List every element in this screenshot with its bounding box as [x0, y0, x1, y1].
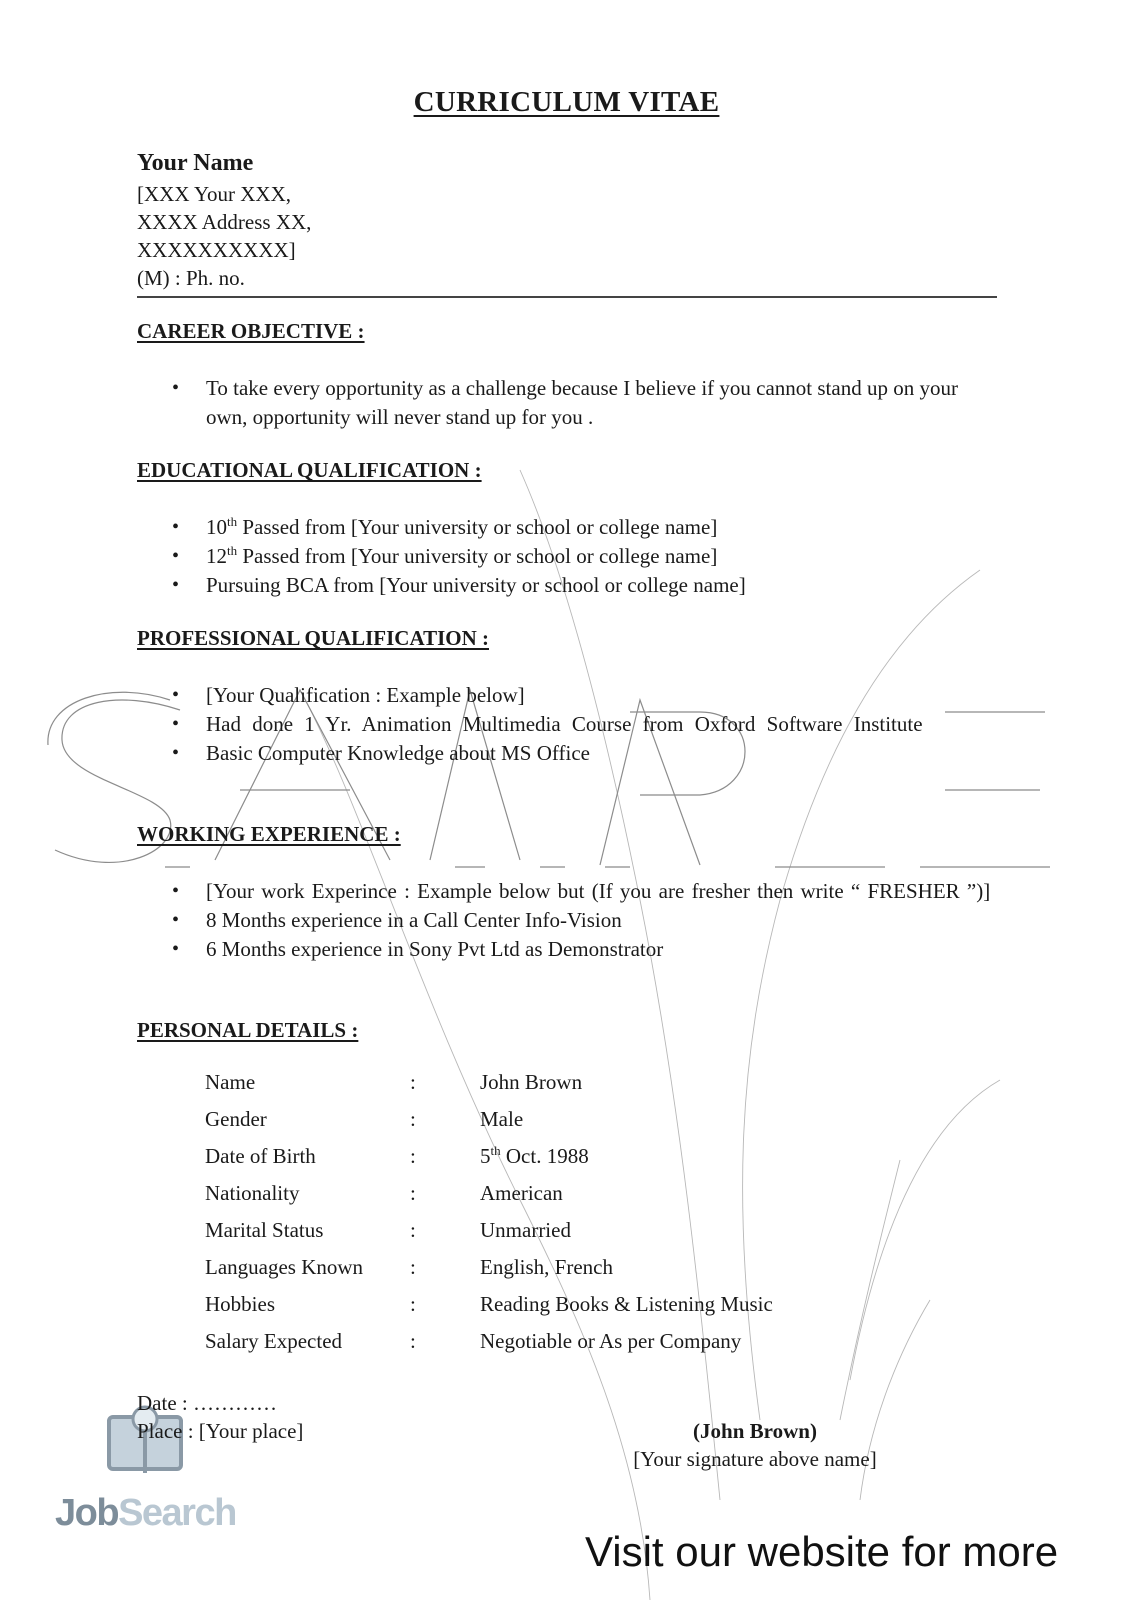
list-item: • Had done 1 Yr. Animation Multimedia Course from Oxford Software Institute: [172, 710, 1002, 739]
row-value: American: [480, 1181, 563, 1205]
list-item: • [Your Qualification : Example below]: [172, 681, 1002, 710]
row-label: Marital Status: [205, 1218, 324, 1242]
row-label: Hobbies: [205, 1292, 275, 1316]
place-line: Place : [Your place]: [137, 1419, 304, 1443]
working-experience-list: [172, 877, 1002, 964]
row-separator: :: [410, 1070, 416, 1094]
list-item: • 6 Months experience in Sony Pvt Ltd as Demonstrator: [172, 935, 1002, 964]
personal-row-marital-status: [205, 1218, 773, 1255]
list-item: • [Your work Experince : Example below but (If you are fresher then write “ FRESHER ”)]: [172, 877, 1002, 906]
signature-note: [Your signature above name]: [633, 1447, 877, 1471]
visit-website-banner[interactable]: Visit our website for more: [585, 1528, 1059, 1575]
personal-row-gender: [205, 1107, 773, 1144]
personal-row-hobbies: [205, 1292, 773, 1329]
row-separator: :: [410, 1107, 416, 1131]
educational-qualification-list: [172, 513, 1002, 600]
educational-qualification-heading: EDUCATIONAL QUALIFICATION :: [137, 458, 482, 482]
address-line-2: XXXX Address XX,: [137, 210, 312, 234]
row-value: Negotiable or As per Company: [480, 1329, 742, 1353]
jobsearch-logo: JobSearch: [55, 1492, 236, 1534]
row-separator: :: [410, 1329, 416, 1353]
personal-row-nationality: [205, 1181, 773, 1218]
row-value: John Brown: [480, 1070, 583, 1094]
row-label: Languages Known: [205, 1255, 364, 1279]
row-label: Date of Birth: [205, 1144, 316, 1168]
phone-line: (M) : Ph. no.: [137, 266, 245, 290]
personal-details-table: [205, 1070, 773, 1366]
row-value: Unmarried: [480, 1218, 571, 1242]
row-value: Reading Books & Listening Music: [480, 1292, 773, 1316]
personal-row-name: [205, 1070, 773, 1107]
applicant-name-heading: Your Name: [137, 150, 254, 176]
personal-details-heading: PERSONAL DETAILS :: [137, 1018, 359, 1042]
row-label: Gender: [205, 1107, 267, 1131]
career-objective-list: [172, 374, 1002, 432]
list-item: • 8 Months experience in a Call Center Info-Vision: [172, 906, 1002, 935]
row-separator: :: [410, 1181, 416, 1205]
row-value: English, French: [480, 1255, 613, 1279]
row-label: Nationality: [205, 1181, 300, 1205]
list-item: • Pursuing BCA from [Your university or school or college name]: [172, 571, 1002, 600]
personal-row-languages-known: [205, 1255, 773, 1292]
row-label: Name: [205, 1070, 256, 1094]
row-separator: :: [410, 1255, 416, 1279]
career-objective-heading: CAREER OBJECTIVE :: [137, 319, 365, 343]
list-item: • 10th Passed from [Your university or school or college name]: [172, 513, 1002, 542]
personal-row-salary-expected: [205, 1329, 773, 1366]
professional-qualification-list: [172, 681, 1002, 768]
working-experience-heading: WORKING EXPERIENCE :: [137, 822, 401, 846]
list-item: • To take every opportunity as a challenge because I believe if you cannot stand up on your own, opportunity will never stand up for you .: [172, 374, 1002, 432]
row-separator: :: [410, 1144, 416, 1168]
address-line-3: XXXXXXXXXX]: [137, 238, 296, 262]
list-item: • 12th Passed from [Your university or school or college name]: [172, 542, 1002, 571]
row-separator: :: [410, 1292, 416, 1316]
address-line-1: [XXX Your XXX,: [137, 182, 292, 206]
row-value: Male: [480, 1107, 524, 1131]
row-separator: :: [410, 1218, 416, 1242]
list-item: • Basic Computer Knowledge about MS Office: [172, 739, 1002, 768]
personal-row-date-of-birth: [205, 1144, 773, 1181]
row-label: Salary Expected: [205, 1329, 343, 1353]
signature-name: (John Brown): [693, 1419, 817, 1443]
date-line: Date : …………: [137, 1391, 277, 1415]
row-value: 5th Oct. 1988: [480, 1143, 589, 1168]
header-divider: [137, 296, 997, 298]
document-title: CURRICULUM VITAE: [413, 86, 720, 118]
professional-qualification-heading: PROFESSIONAL QUALIFICATION :: [137, 626, 489, 650]
